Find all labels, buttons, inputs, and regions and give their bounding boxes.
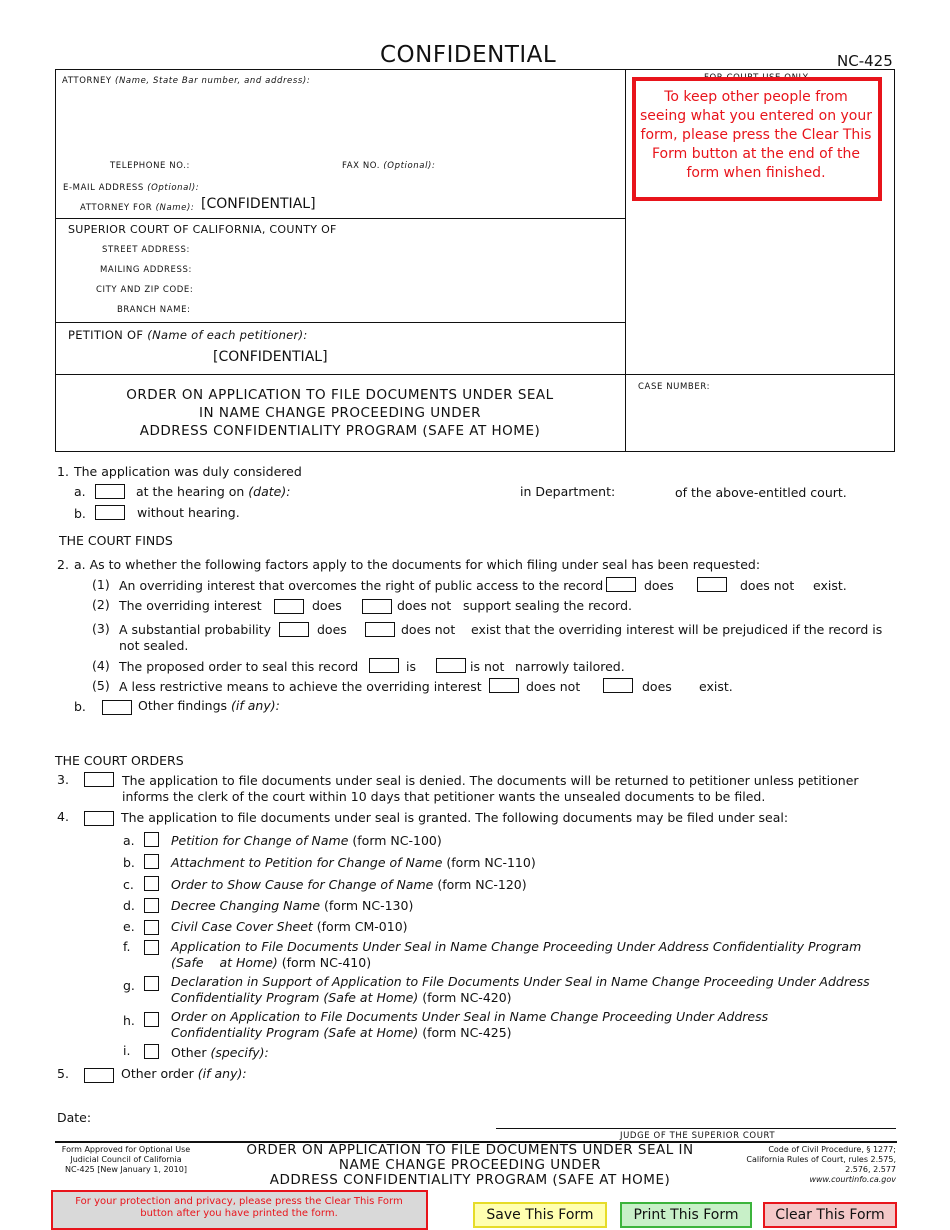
footer-left: [58, 1145, 194, 1175]
doc-g-line2: Confidentiality Program (Safe at Home) (form NC-420): [171, 990, 512, 1005]
judge-label: JUDGE OF THE SUPERIOR COURT: [620, 1131, 776, 1141]
attorney-label: ATTORNEY (Name, State Bar number, and address):: [62, 76, 311, 86]
item2b-text: Other findings (if any):: [138, 698, 280, 713]
finding5-doesnot-label: does not: [526, 679, 581, 694]
finding3-doesnot-label: does not: [401, 622, 456, 637]
item1a-label: a.: [74, 484, 86, 499]
finding2-does-label: does: [312, 598, 342, 613]
finding5-does-checkbox[interactable]: [603, 678, 633, 693]
finding3-num: (3): [92, 621, 110, 636]
footer-left-line1: Form Approved for Optional Use: [61, 1145, 191, 1154]
court-label: SUPERIOR COURT OF CALIFORNIA, COUNTY OF: [68, 223, 337, 236]
doc-checkbox[interactable]: [144, 898, 159, 913]
finding4-is-label: is: [406, 659, 416, 674]
finding1-text: An overriding interest that overcomes the right of public access to the record: [119, 578, 604, 593]
order4-number: 4.: [57, 809, 69, 824]
finding5-doesnot-checkbox[interactable]: [489, 678, 519, 693]
finding4-num: (4): [92, 658, 110, 673]
save-form-button[interactable]: Save This Form: [473, 1202, 607, 1228]
order5-text: Other order (if any):: [121, 1066, 247, 1081]
form-title-line3: ADDRESS CONFIDENTIALITY PROGRAM (SAFE AT HOME): [139, 423, 541, 439]
form-title: [56, 386, 624, 440]
telephone-field[interactable]: [190, 157, 330, 173]
finding3-doesnot-checkbox[interactable]: [365, 622, 395, 637]
item1-number: 1.: [57, 464, 69, 479]
case-number-label: CASE NUMBER:: [638, 382, 711, 392]
finding1-doesnot-label: does not: [740, 578, 795, 593]
doc-i-checkbox[interactable]: [144, 1044, 159, 1059]
doc-f-line2: (Safe at Home) (form NC-410): [171, 955, 372, 970]
footer-title-line2: NAME CHANGE PROCEEDING UNDER: [338, 1157, 602, 1173]
court-suffix: of the above-entitled court.: [675, 485, 847, 500]
finding3-does-label: does: [317, 622, 347, 637]
order3-line2: informs the clerk of the court within 10 days that petitioner wants the unsealed documents to be filed.: [122, 789, 766, 804]
finding5-does-label: does: [642, 679, 672, 694]
footer-title-line1: ORDER ON APPLICATION TO FILE DOCUMENTS UNDER SEAL IN: [246, 1142, 694, 1158]
petition-label: PETITION OF (Name of each petitioner):: [68, 328, 308, 342]
item2b-label: b.: [74, 699, 86, 714]
finding4-isnot-checkbox[interactable]: [436, 658, 466, 673]
footer-right: [735, 1145, 896, 1185]
finding1-doesnot-checkbox[interactable]: [697, 577, 727, 592]
finding3-text: A substantial probability: [119, 622, 272, 637]
item1a-checkbox[interactable]: [95, 484, 125, 499]
doc-f-line1: Application to File Documents Under Seal in Name Change Proceeding Under Address Confidentiality Program: [171, 939, 862, 954]
doc-f-letter: f.: [123, 939, 131, 954]
doc-checkbox[interactable]: [144, 920, 159, 935]
finding1-does-label: does: [644, 578, 674, 593]
doc-f-checkbox[interactable]: [144, 940, 159, 955]
caption-hline-petition: [55, 322, 625, 323]
order3-line1: The application to file documents under seal is denied. The documents will be returned to petitioner unless petitioner: [122, 773, 859, 788]
order4-text: The application to file documents under seal is granted. The following documents may be filed under seal:: [121, 810, 789, 825]
city-zip-label: CITY AND ZIP CODE:: [96, 285, 194, 295]
item1b-text: without hearing.: [137, 505, 240, 520]
footer-right-line1: Code of Civil Procedure, § 1277;: [768, 1145, 896, 1154]
footer-right-line2: California Rules of Court, rules 2.575,: [746, 1155, 896, 1164]
footer-left-line2: Judicial Council of California: [70, 1155, 182, 1164]
street-address-label: STREET ADDRESS:: [102, 245, 190, 255]
doc-letter: a.: [123, 833, 135, 848]
order4-checkbox[interactable]: [84, 811, 114, 826]
doc-g-letter: g.: [123, 978, 135, 993]
finding2-does-checkbox[interactable]: [274, 599, 304, 614]
footer-website: www.courtinfo.ca.gov: [809, 1175, 896, 1184]
finding1-end: exist.: [813, 578, 847, 593]
finding2-doesnot-checkbox[interactable]: [362, 599, 392, 614]
finding3-end: exist that the overriding interest will be prejudiced if the record is: [471, 622, 883, 637]
department-label: in Department:: [520, 484, 616, 499]
privacy-notice-text: To keep other people from seeing what you entered on your form, please press the Clear This Form button at the end of the form when finished.: [640, 89, 872, 181]
doc-checkbox[interactable]: [144, 854, 159, 869]
doc-g-checkbox[interactable]: [144, 976, 159, 991]
branch-name-label: BRANCH NAME:: [117, 305, 191, 315]
footer-right-line3: 2.576, 2.577: [845, 1165, 896, 1174]
finding4-is-checkbox[interactable]: [369, 658, 399, 673]
date-label: Date:: [57, 1110, 92, 1125]
item1b-checkbox[interactable]: [95, 505, 125, 520]
form-title-line2: IN NAME CHANGE PROCEEDING UNDER: [198, 405, 481, 421]
finding1-num: (1): [92, 577, 110, 592]
item1a-text: at the hearing on (date):: [136, 484, 291, 499]
doc-letter: d.: [123, 898, 135, 913]
item2b-checkbox[interactable]: [102, 700, 132, 715]
doc-i-letter: i.: [123, 1043, 131, 1058]
attorney-for-label: ATTORNEY FOR (Name):: [80, 203, 195, 213]
mailing-address-label: MAILING ADDRESS:: [100, 265, 192, 275]
clear-form-button[interactable]: Clear This Form: [763, 1202, 897, 1228]
doc-g-line1: Declaration in Support of Application to File Documents Under Seal in Name Change Proceeding Under Address: [171, 974, 870, 989]
case-number-field[interactable]: [640, 398, 885, 438]
order3-number: 3.: [57, 772, 69, 787]
petition-field[interactable]: [CONFIDENTIAL]: [213, 349, 328, 365]
form-number: NC-425: [837, 52, 893, 70]
print-form-button[interactable]: Print This Form: [620, 1202, 752, 1228]
finding4-text: The proposed order to seal this record: [119, 659, 359, 674]
item2a-text: a. As to whether the following factors apply to the documents for which filing under seal has been requested:: [74, 557, 761, 572]
finding4-end: narrowly tailored.: [515, 659, 625, 674]
order5-checkbox[interactable]: [84, 1068, 114, 1083]
doc-label: Decree Changing Name (form NC-130): [171, 898, 414, 913]
confidential-banner: CONFIDENTIAL: [380, 42, 557, 68]
footer-left-line3: NC-425 [New January 1, 2010]: [65, 1165, 187, 1174]
doc-label: Civil Case Cover Sheet (form CM-010): [171, 919, 408, 934]
doc-h-line2: Confidentiality Program (Safe at Home) (form NC-425): [171, 1025, 512, 1040]
doc-label: Order to Show Cause for Change of Name (form NC-120): [171, 877, 527, 892]
doc-label: Attachment to Petition for Change of Name (form NC-110): [171, 855, 536, 870]
doc-letter: c.: [123, 877, 134, 892]
item2-number: 2.: [57, 557, 69, 572]
signature-line: [496, 1128, 896, 1129]
doc-checkbox[interactable]: [144, 832, 159, 847]
footer-title: [200, 1143, 740, 1188]
order3-checkbox[interactable]: [84, 772, 114, 787]
finding5-num: (5): [92, 678, 110, 693]
finding2-end: support sealing the record.: [463, 598, 632, 613]
fax-label: FAX NO. (Optional):: [342, 161, 436, 171]
doc-h-letter: h.: [123, 1013, 135, 1028]
caption-hline-court: [55, 218, 625, 219]
doc-i-text: Other (specify):: [171, 1045, 269, 1060]
finding5-text: A less restrictive means to achieve the overriding interest: [119, 679, 482, 694]
doc-h-line1: Order on Application to File Documents Under Seal in Name Change Proceeding Under Address: [171, 1009, 769, 1024]
finding5-end: exist.: [699, 679, 733, 694]
court-orders-heading: THE COURT ORDERS: [55, 753, 184, 768]
email-label: E-MAIL ADDRESS (Optional):: [63, 183, 200, 193]
finding2-text: The overriding interest: [119, 598, 262, 613]
finding1-does-checkbox[interactable]: [606, 577, 636, 592]
finding3-end2: not sealed.: [119, 638, 189, 653]
finding2-num: (2): [92, 597, 110, 612]
item1b-label: b.: [74, 506, 86, 521]
caption-hline-title: [55, 374, 895, 375]
caption-vertical-divider: [625, 69, 626, 451]
attorney-for-field[interactable]: [CONFIDENTIAL]: [201, 196, 316, 212]
form-title-line1: ORDER ON APPLICATION TO FILE DOCUMENTS UNDER SEAL: [126, 387, 554, 403]
telephone-label: TELEPHONE NO.:: [110, 161, 190, 171]
finding3-does-checkbox[interactable]: [279, 622, 309, 637]
order5-number: 5.: [57, 1066, 69, 1081]
doc-letter: b.: [123, 855, 135, 870]
doc-label: Petition for Change of Name (form NC-100): [171, 833, 442, 848]
footer-title-line3: ADDRESS CONFIDENTIALITY PROGRAM (SAFE AT HOME): [269, 1172, 671, 1188]
court-finds-heading: THE COURT FINDS: [59, 533, 173, 548]
finding2-doesnot-label: does not: [397, 598, 452, 613]
item1-text: The application was duly considered: [74, 464, 302, 479]
finding4-isnot-label: is not: [470, 659, 505, 674]
privacy-bottom-text: For your protection and privacy, please press the Clear This Form button after you have printed the form.: [75, 1196, 403, 1219]
doc-checkbox[interactable]: [144, 876, 159, 891]
doc-h-checkbox[interactable]: [144, 1012, 159, 1027]
doc-letter: e.: [123, 919, 135, 934]
